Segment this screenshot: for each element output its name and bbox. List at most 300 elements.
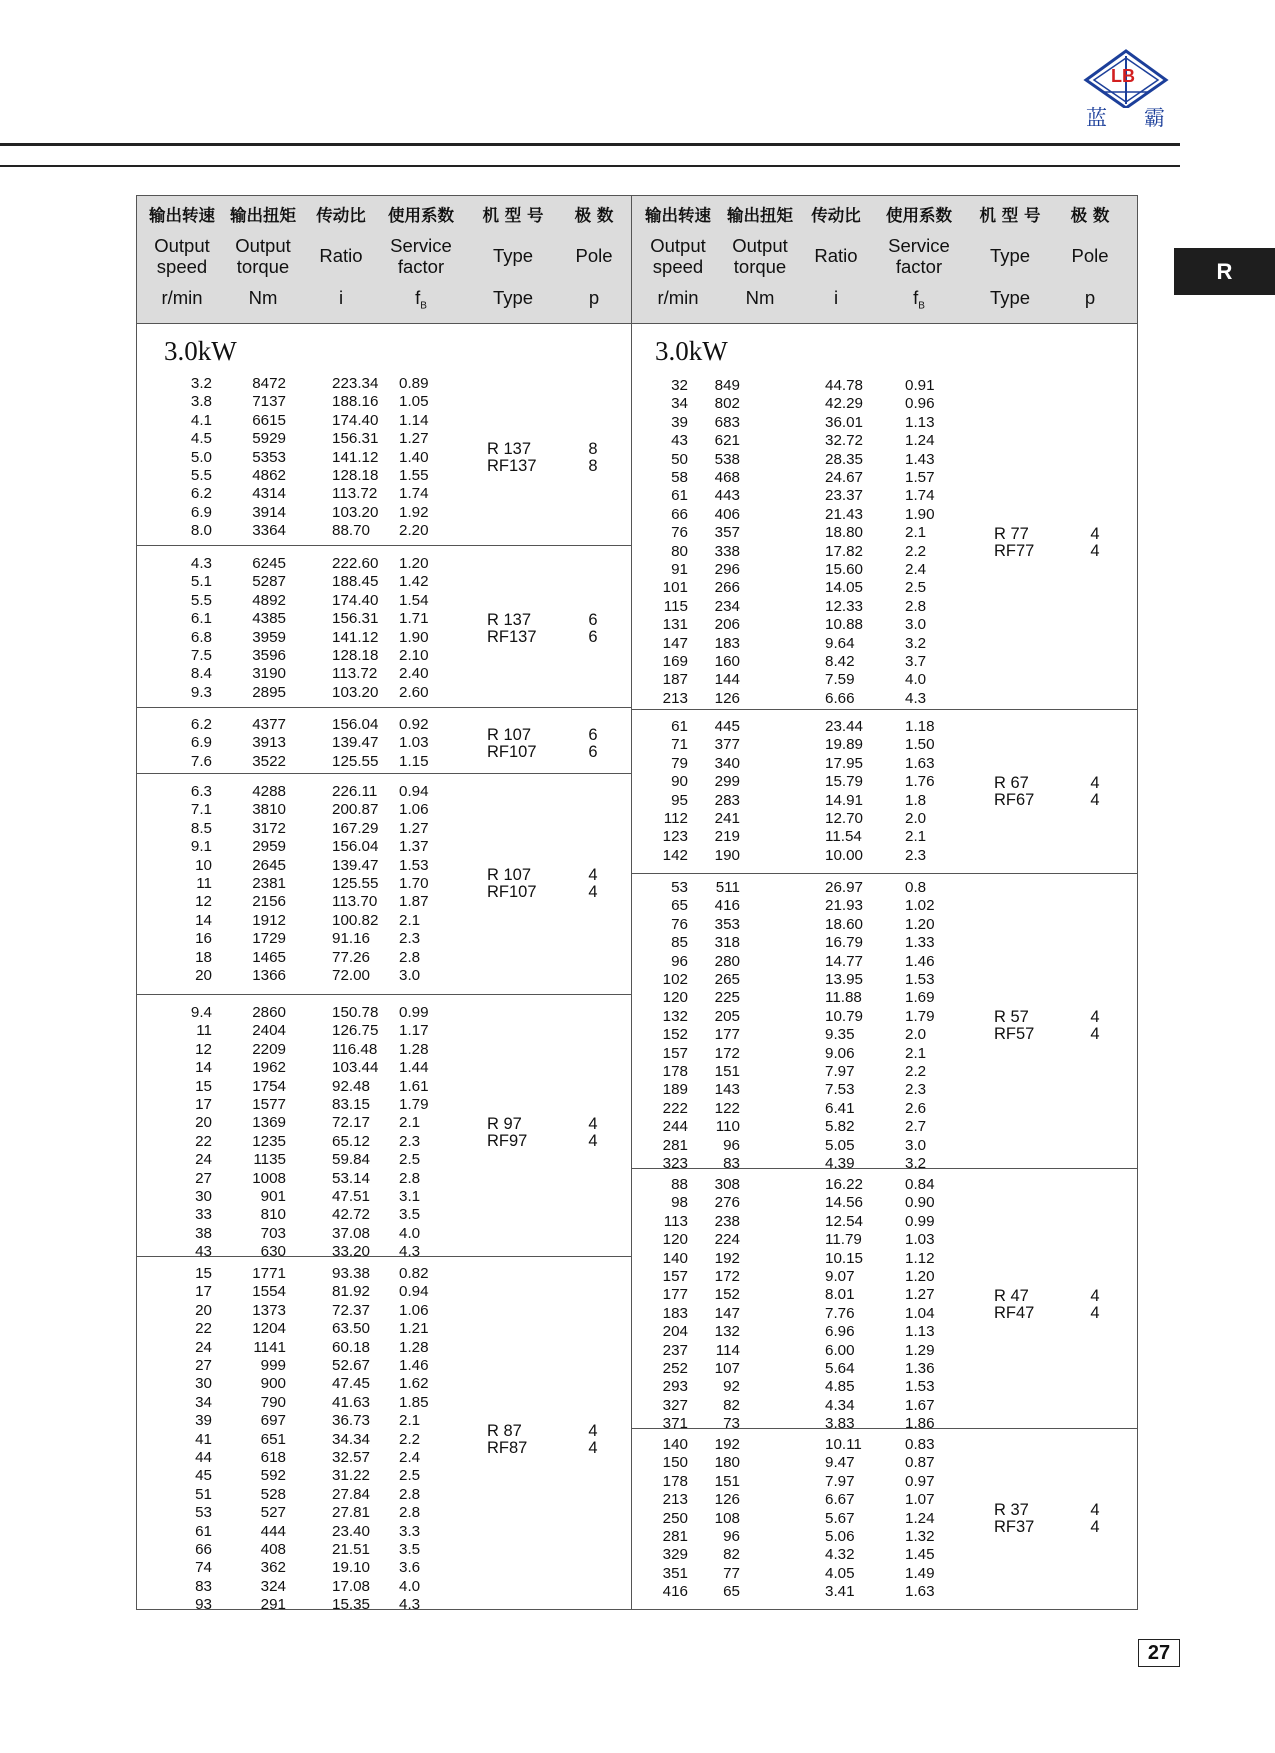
- ratio-cell: 150.78: [332, 1004, 379, 1021]
- factor-cell: 1.33: [905, 934, 935, 952]
- torque-cell: 151: [714, 1063, 740, 1080]
- ratio-cell: 100.82: [332, 911, 379, 929]
- torque-cell: 2156: [252, 893, 286, 911]
- ratio-cell: 125.55: [332, 875, 379, 892]
- ratio-cell: 10.88: [825, 616, 864, 634]
- torque-cell: 1008: [252, 1169, 286, 1187]
- speed-cell: 45: [195, 1467, 212, 1485]
- factor-cell: 0.91: [905, 377, 935, 394]
- ratio-cell: 9.64: [825, 634, 855, 652]
- speed-cell: 327: [662, 1396, 688, 1414]
- speed-cell: 41: [195, 1430, 212, 1448]
- speed-cell: 6.2: [190, 485, 212, 503]
- speed-cell: 120: [662, 1231, 688, 1249]
- torque-cell: 592: [260, 1467, 286, 1485]
- torque-cell: 241: [714, 810, 740, 827]
- speed-cell: 43: [671, 432, 688, 450]
- torque-cell: 318: [714, 934, 740, 952]
- torque-cell: 683: [714, 413, 740, 431]
- torque-cell: 1373: [252, 1301, 286, 1319]
- ratio-cell: 174.40: [332, 411, 379, 429]
- ratio-cell: 188.16: [332, 393, 379, 411]
- torque-cell: 82: [723, 1396, 740, 1414]
- ratio-cell: 188.45: [332, 573, 379, 591]
- torque-cell: 5287: [252, 573, 286, 591]
- ratio-cell: 156.04: [332, 716, 379, 733]
- torque-cell: 3810: [252, 801, 286, 819]
- torque-cell: 4892: [252, 591, 286, 609]
- speed-cell: 22: [195, 1132, 212, 1150]
- torque-cell: 144: [714, 671, 740, 689]
- torque-cell: 96: [723, 1528, 740, 1545]
- torque-cell: 6245: [252, 555, 286, 572]
- type-label: R 137: [487, 610, 532, 629]
- speed-cell: 293: [662, 1378, 688, 1396]
- ratio-cell: 11.79: [825, 1231, 862, 1249]
- torque-cell: 3596: [252, 647, 286, 664]
- speed-cell: 95: [671, 791, 688, 809]
- speed-cell: 91: [671, 561, 688, 578]
- factor-cell: 1.13: [905, 1323, 935, 1341]
- speed-cell: 204: [662, 1323, 688, 1341]
- speed-cell: 8.5: [190, 819, 212, 837]
- torque-cell: 408: [260, 1541, 286, 1558]
- speed-cell: 83: [195, 1577, 212, 1595]
- torque-cell: 114: [715, 1341, 740, 1359]
- ratio-cell: 14.56: [825, 1194, 864, 1212]
- factor-cell: 2.5: [399, 1151, 421, 1169]
- factor-cell: 2.1: [399, 911, 421, 929]
- factor-cell: 2.10: [399, 647, 429, 664]
- torque-cell: 5353: [252, 448, 286, 466]
- factor-cell: 2.60: [399, 683, 429, 701]
- speed-cell: 157: [662, 1044, 688, 1062]
- factor-cell: 1.02: [905, 897, 935, 915]
- factor-cell: 1.28: [399, 1040, 429, 1058]
- ratio-cell: 23.37: [825, 487, 864, 505]
- ratio-cell: 9.35: [825, 1026, 855, 1044]
- torque-cell: 265: [714, 971, 740, 988]
- factor-cell: 1.87: [399, 893, 429, 911]
- torque-cell: 152: [714, 1286, 740, 1304]
- header-en-torque: Output torque: [235, 235, 291, 277]
- ratio-cell: 14.77: [825, 952, 864, 970]
- type-label: R 77: [994, 524, 1029, 543]
- torque-cell: 3364: [252, 522, 286, 540]
- factor-cell: 1.24: [905, 432, 935, 450]
- ratio-cell: 113.72: [332, 665, 378, 683]
- factor-cell: 2.0: [905, 810, 927, 827]
- speed-cell: 22: [195, 1320, 212, 1338]
- speed-cell: 11: [196, 875, 212, 892]
- torque-cell: 443: [714, 487, 740, 505]
- torque-cell: 790: [260, 1393, 286, 1411]
- header-unit-torque: Nm: [248, 287, 278, 308]
- type-label: RF137: [487, 627, 537, 646]
- factor-cell: 1.55: [399, 467, 429, 484]
- ratio-cell: 42.29: [825, 395, 864, 413]
- factor-cell: 2.20: [399, 522, 429, 540]
- pole-label: 4: [1090, 773, 1100, 792]
- speed-cell: 50: [671, 450, 688, 468]
- ratio-cell: 27.81: [332, 1504, 371, 1522]
- pole-label: 6: [588, 610, 598, 629]
- ratio-cell: 12.33: [825, 597, 864, 615]
- factor-cell: 2.0: [905, 1026, 927, 1044]
- torque-cell: 4862: [252, 467, 286, 484]
- speed-cell: 4.3: [190, 555, 212, 572]
- factor-cell: 2.5: [905, 579, 927, 597]
- torque-cell: 445: [714, 718, 740, 735]
- speed-cell: 65: [671, 897, 688, 915]
- speed-cell: 147: [662, 634, 688, 652]
- factor-cell: 2.1: [905, 828, 927, 846]
- ratio-cell: 113.70: [332, 893, 378, 911]
- ratio-cell: 77.26: [332, 948, 371, 966]
- torque-cell: 4385: [252, 610, 286, 628]
- torque-cell: 2209: [252, 1040, 286, 1058]
- factor-cell: 1.03: [905, 1231, 935, 1249]
- pole-label: 6: [588, 725, 598, 744]
- torque-cell: 1204: [252, 1320, 286, 1338]
- ratio-cell: 36.73: [332, 1412, 371, 1430]
- torque-cell: 206: [714, 616, 740, 634]
- ratio-cell: 4.85: [825, 1378, 855, 1396]
- ratio-cell: 156.31: [332, 430, 379, 448]
- pole-label: 4: [1090, 1517, 1100, 1536]
- header-unit-type: Type: [492, 287, 534, 308]
- factor-cell: 1.69: [905, 989, 935, 1007]
- ratio-cell: 10.00: [825, 846, 864, 864]
- torque-cell: 172: [714, 1044, 740, 1062]
- speed-cell: 157: [662, 1268, 688, 1285]
- ratio-cell: 113.72: [332, 485, 378, 503]
- pole-label: 4: [1090, 524, 1100, 543]
- header-en-service-factor: Service factor: [390, 235, 452, 277]
- speed-cell: 15: [195, 1077, 212, 1095]
- speed-cell: 66: [671, 505, 688, 523]
- speed-cell: 6.9: [190, 503, 212, 521]
- ratio-cell: 141.12: [332, 448, 379, 466]
- ratio-cell: 8.01: [825, 1286, 855, 1304]
- torque-cell: 6615: [252, 411, 286, 429]
- ratio-cell: 103.20: [332, 503, 379, 521]
- torque-cell: 83: [723, 1155, 740, 1172]
- ratio-cell: 44.78: [825, 377, 864, 394]
- ratio-cell: 128.18: [332, 467, 379, 484]
- factor-cell: 1.45: [905, 1546, 935, 1564]
- speed-cell: 281: [662, 1528, 688, 1545]
- factor-cell: 1.62: [399, 1375, 429, 1393]
- factor-cell: 1.36: [905, 1360, 935, 1377]
- header-zh-ratio: 传动比: [316, 206, 366, 225]
- factor-cell: 2.4: [905, 561, 927, 578]
- ratio-cell: 10.15: [825, 1249, 864, 1267]
- torque-cell: 1465: [252, 948, 286, 966]
- torque-cell: 219: [714, 828, 740, 846]
- ratio-cell: 156.04: [332, 838, 379, 856]
- factor-cell: 1.74: [905, 487, 935, 505]
- ratio-cell: 37.08: [332, 1224, 371, 1242]
- header-en-ratio: Ratio: [814, 245, 858, 266]
- torque-cell: 703: [260, 1224, 286, 1242]
- torque-cell: 362: [260, 1559, 286, 1577]
- type-label: R 107: [487, 725, 532, 744]
- speed-cell: 43: [195, 1243, 212, 1261]
- factor-cell: 1.43: [905, 450, 935, 468]
- ratio-cell: 18.80: [825, 524, 864, 542]
- ratio-cell: 6.00: [825, 1341, 855, 1359]
- speed-cell: 17: [195, 1283, 212, 1301]
- torque-cell: 225: [714, 989, 740, 1007]
- ratio-cell: 8.42: [825, 653, 855, 670]
- power-label: 3.0kW: [164, 336, 237, 366]
- torque-cell: 618: [260, 1449, 286, 1466]
- pole-label: 4: [588, 883, 598, 902]
- pole-label: 4: [1090, 1286, 1100, 1305]
- speed-cell: 329: [662, 1546, 688, 1564]
- ratio-cell: 15.60: [825, 561, 864, 578]
- torque-cell: 143: [714, 1081, 740, 1099]
- torque-cell: 810: [260, 1206, 286, 1224]
- section-tab-r[interactable]: R: [1174, 248, 1275, 295]
- factor-cell: 2.4: [399, 1449, 421, 1466]
- ratio-cell: 41.63: [332, 1393, 371, 1411]
- speed-cell: 14: [195, 1059, 212, 1077]
- factor-cell: 3.2: [905, 1155, 927, 1172]
- group-divider: [632, 873, 1137, 874]
- torque-cell: 3190: [252, 665, 286, 683]
- speed-cell: 416: [662, 1583, 688, 1601]
- torque-cell: 180: [714, 1454, 740, 1472]
- factor-cell: 0.99: [905, 1212, 935, 1230]
- speed-cell: 74: [195, 1559, 212, 1577]
- speed-cell: 12: [195, 893, 212, 911]
- ratio-cell: 72.17: [332, 1114, 371, 1132]
- factor-cell: 1.37: [399, 838, 429, 856]
- ratio-cell: 103.44: [332, 1059, 379, 1077]
- factor-cell: 0.96: [905, 395, 935, 413]
- speed-cell: 6.2: [190, 716, 212, 733]
- factor-cell: 0.94: [399, 1283, 429, 1301]
- pole-label: 8: [588, 456, 598, 475]
- type-label: RF97: [487, 1131, 528, 1150]
- speed-cell: 8.4: [190, 665, 212, 683]
- speed-cell: 96: [671, 952, 688, 970]
- ratio-cell: 4.39: [825, 1155, 855, 1172]
- speed-cell: 5.0: [190, 448, 212, 466]
- ratio-cell: 23.44: [825, 718, 864, 735]
- pole-label: 4: [588, 866, 598, 885]
- speed-cell: 18: [195, 948, 212, 966]
- page-number: 27: [1138, 1639, 1180, 1667]
- torque-cell: 147: [714, 1304, 740, 1322]
- speed-cell: 33: [195, 1206, 212, 1224]
- header-unit-pole: p: [1084, 287, 1096, 308]
- factor-cell: 1.42: [399, 573, 429, 591]
- header-unit-pole: p: [588, 287, 600, 308]
- ratio-cell: 28.35: [825, 450, 864, 468]
- speed-cell: 3.2: [190, 375, 212, 392]
- speed-cell: 34: [671, 395, 688, 413]
- speed-cell: 150: [662, 1454, 688, 1472]
- factor-cell: 0.89: [399, 375, 429, 392]
- ratio-cell: 19.10: [332, 1559, 371, 1577]
- torque-cell: 122: [714, 1099, 740, 1117]
- torque-cell: 96: [723, 1136, 740, 1154]
- header-zh-type: 机 型 号: [482, 206, 544, 225]
- ratio-cell: 32.57: [332, 1449, 371, 1466]
- factor-cell: 4.3: [399, 1243, 421, 1261]
- torque-cell: 2959: [252, 838, 286, 856]
- speed-cell: 123: [662, 828, 688, 846]
- speed-cell: 79: [671, 754, 688, 772]
- torque-cell: 82: [723, 1546, 740, 1564]
- torque-cell: 205: [714, 1007, 740, 1025]
- group-divider: [137, 994, 631, 995]
- torque-cell: 621: [714, 432, 740, 450]
- factor-cell: 1.53: [399, 856, 429, 874]
- factor-cell: 1.92: [399, 503, 429, 521]
- factor-cell: 1.20: [905, 1268, 935, 1285]
- pole-label: 4: [588, 1438, 598, 1457]
- speed-cell: 3.8: [190, 393, 212, 411]
- header-unit-speed: r/min: [657, 287, 699, 308]
- factor-cell: 1.67: [905, 1396, 935, 1414]
- ratio-cell: 128.18: [332, 647, 379, 664]
- torque-cell: 4288: [252, 783, 286, 800]
- torque-cell: 444: [260, 1522, 286, 1540]
- ratio-cell: 31.22: [332, 1467, 371, 1485]
- speed-cell: 16: [195, 930, 212, 948]
- ratio-cell: 26.97: [825, 879, 864, 896]
- torque-cell: 7137: [252, 393, 286, 411]
- speed-cell: 112: [663, 810, 688, 827]
- torque-cell: 1141: [253, 1338, 286, 1356]
- speed-cell: 177: [662, 1286, 688, 1304]
- speed-cell: 4.5: [190, 430, 212, 448]
- torque-cell: 324: [260, 1577, 286, 1595]
- ratio-cell: 92.48: [332, 1077, 371, 1095]
- torque-cell: 651: [260, 1430, 286, 1448]
- speed-cell: 4.1: [190, 411, 212, 429]
- ratio-cell: 27.84: [332, 1485, 371, 1503]
- type-label: RF107: [487, 883, 537, 902]
- type-label: R 97: [487, 1114, 522, 1133]
- torque-cell: 1754: [252, 1077, 286, 1095]
- factor-cell: 4.3: [905, 689, 927, 707]
- factor-cell: 3.7: [905, 653, 927, 670]
- factor-cell: 1.63: [905, 754, 935, 772]
- torque-cell: 377: [714, 736, 740, 754]
- torque-cell: 192: [714, 1249, 740, 1267]
- logo-text-right: 霸: [1144, 106, 1165, 130]
- header-zh-pole: 极 数: [574, 206, 614, 225]
- ratio-cell: 3.83: [825, 1415, 855, 1433]
- factor-cell: 0.97: [905, 1472, 935, 1490]
- ratio-cell: 47.51: [332, 1188, 371, 1205]
- factor-cell: 1.74: [399, 485, 429, 503]
- speed-cell: 6.3: [190, 783, 212, 800]
- factor-cell: 3.5: [399, 1541, 421, 1558]
- speed-cell: 169: [662, 653, 688, 670]
- speed-cell: 183: [662, 1304, 688, 1322]
- speed-cell: 250: [662, 1509, 688, 1527]
- ratio-cell: 5.82: [825, 1118, 855, 1136]
- ratio-cell: 11.88: [825, 989, 862, 1007]
- factor-cell: 0.90: [905, 1194, 935, 1212]
- factor-cell: 0.87: [905, 1454, 935, 1472]
- speed-cell: 152: [662, 1026, 688, 1044]
- factor-cell: 3.3: [399, 1522, 421, 1540]
- factor-cell: 1.44: [399, 1059, 429, 1077]
- torque-cell: 1366: [252, 967, 286, 984]
- ratio-cell: 167.29: [332, 819, 379, 837]
- torque-cell: 406: [714, 505, 740, 523]
- header-unit-ratio: i: [833, 287, 839, 308]
- speed-cell: 7.1: [190, 801, 212, 819]
- torque-cell: 8472: [252, 375, 286, 392]
- ratio-cell: 72.00: [332, 967, 371, 984]
- header-en-speed: Output speed: [650, 235, 706, 277]
- factor-cell: 2.3: [905, 846, 927, 864]
- ratio-cell: 4.05: [825, 1564, 855, 1582]
- factor-cell: 1.20: [399, 555, 429, 572]
- speed-cell: 61: [671, 718, 688, 735]
- speed-cell: 80: [671, 542, 688, 560]
- torque-cell: 65: [723, 1583, 740, 1601]
- factor-cell: 1.14: [399, 411, 429, 429]
- factor-cell: 1.90: [905, 505, 935, 523]
- factor-cell: 3.5: [399, 1206, 421, 1224]
- factor-cell: 1.20: [905, 915, 935, 933]
- type-label: R 87: [487, 1421, 522, 1440]
- torque-cell: 308: [714, 1176, 740, 1193]
- factor-cell: 2.8: [399, 1485, 421, 1503]
- speed-cell: 20: [195, 1301, 212, 1319]
- factor-cell: 1.03: [399, 734, 429, 752]
- header-unit-type: Type: [989, 287, 1031, 308]
- ratio-cell: 15.79: [825, 773, 864, 791]
- pole-label: 4: [588, 1114, 598, 1133]
- logo-diamond-icon: [1076, 48, 1176, 108]
- ratio-cell: 32.72: [825, 432, 864, 450]
- pole-label: 4: [1090, 1500, 1100, 1519]
- ratio-cell: 139.47: [332, 856, 379, 874]
- ratio-cell: 23.40: [332, 1522, 371, 1540]
- factor-cell: 1.27: [905, 1286, 935, 1304]
- factor-cell: 1.46: [399, 1357, 429, 1374]
- torque-cell: 528: [260, 1485, 286, 1503]
- speed-cell: 131: [662, 616, 688, 634]
- factor-cell: 1.71: [399, 610, 429, 628]
- torque-cell: 296: [714, 561, 740, 578]
- torque-cell: 299: [714, 773, 740, 791]
- speed-cell: 189: [662, 1081, 688, 1099]
- torque-cell: 1771: [252, 1265, 286, 1282]
- ratio-cell: 9.07: [825, 1268, 855, 1285]
- torque-cell: 160: [714, 653, 740, 670]
- ratio-cell: 6.96: [825, 1323, 855, 1341]
- speed-cell: 66: [195, 1541, 212, 1558]
- factor-cell: 2.7: [905, 1118, 927, 1136]
- ratio-cell: 12.54: [825, 1212, 864, 1230]
- speed-cell: 371: [662, 1415, 688, 1433]
- factor-cell: 1.28: [399, 1338, 429, 1356]
- speed-cell: 120: [662, 989, 688, 1007]
- speed-cell: 90: [671, 773, 688, 791]
- logo-text-left: 蓝: [1086, 106, 1107, 130]
